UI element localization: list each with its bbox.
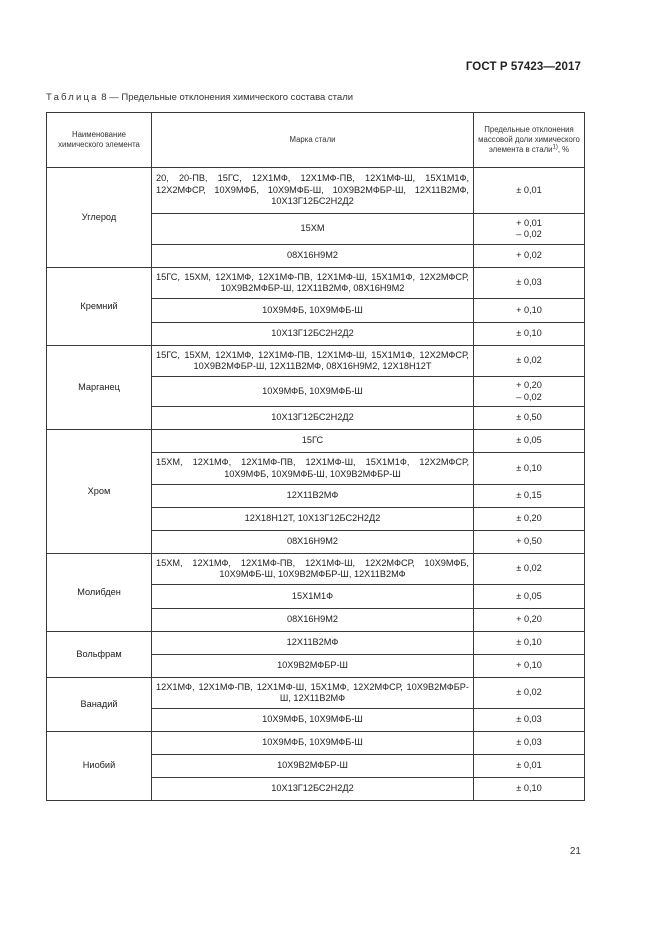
deviation-cell — [474, 485, 585, 508]
steel-grade-cell: 15ГС, 15ХМ, 12Х1МФ, 12Х1МФ-ПВ, 12Х1МФ-Ш, 15Х1М1Ф, 12Х2МФСР, 10Х9В2МФБР-Ш, 12Х11В2МФ, 08Х16Н9М2, 12Х18Н12Т — [152, 346, 474, 377]
deviation-value: ± 0,01 — [516, 184, 542, 195]
table-row — [47, 678, 585, 709]
steel-grade-cell: 10Х9МФБ, 10Х9МФБ-Ш — [152, 299, 474, 323]
deviation-value: + 0,50 — [516, 536, 542, 547]
deviation-value: + 0,10 — [516, 304, 542, 315]
table-row — [47, 430, 585, 453]
column-header-grade: Марка стали — [152, 113, 474, 168]
deviation-value: ± 0,20 — [516, 513, 542, 524]
deviation-value: ± 0,02 — [516, 563, 542, 574]
deviation-cell — [474, 430, 585, 453]
steel-grade-cell: 12Х11В2МФ — [152, 632, 474, 655]
deviation-value: ± 0,10 — [516, 328, 542, 339]
deviation-cell — [474, 245, 585, 268]
deviation-value: ± 0,05 — [516, 435, 542, 446]
steel-grade-cell: 10Х9МФБ, 10Х9МФБ-Ш — [152, 377, 474, 407]
element-name-cell: Вольфрам — [47, 632, 152, 678]
column-header-deviation — [474, 113, 585, 168]
steel-grade-cell: 12Х18Н12Т, 10Х13Г12БС2Н2Д2 — [152, 508, 474, 531]
deviation-cell — [474, 346, 585, 377]
deviation-value: ± 0,02 — [516, 687, 542, 698]
deviation-cell — [474, 585, 585, 609]
column-header-element: Наименование химического элемента — [47, 113, 152, 168]
steel-grade-cell: 10Х13Г12БС2Н2Д2 — [152, 778, 474, 801]
table-caption-label: Таблица — [46, 92, 99, 103]
document-standard-number: ГОСТ Р 57423—2017 — [465, 61, 581, 73]
deviation-value: ± 0,10 — [516, 637, 542, 648]
column-header-deviation-text: Предельные отклонения массовой доли химического элемента в стали — [478, 125, 580, 154]
steel-grade-cell: 08Х16Н9М2 — [152, 609, 474, 632]
steel-grade-cell: 15ГС, 15ХМ, 12Х1МФ, 12Х1МФ-ПВ, 12Х1МФ-Ш, 15Х1М1Ф, 12Х2МФСР, 10Х9В2МФБР-Ш, 12Х11В2МФ, 08Х16Н9М2 — [152, 268, 474, 299]
steel-grade-cell: 10Х9В2МФБР-Ш — [152, 755, 474, 778]
steel-grade-cell: 12Х1МФ, 12Х1МФ-ПВ, 12Х1МФ-Ш, 15Х1МФ, 12Х2МФСР, 10Х9В2МФБР-Ш, 12Х11В2МФ — [152, 678, 474, 709]
table-caption — [46, 92, 353, 103]
table-row — [47, 346, 585, 377]
steel-grade-cell: 15ХМ, 12Х1МФ, 12Х1МФ-ПВ, 12Х1МФ-Ш, 12Х2МФСР, 10Х9МФБ, 10Х9МФБ-Ш, 10Х9В2МФБР-Ш, 12Х11В2МФ — [152, 554, 474, 585]
deviation-cell — [474, 453, 585, 485]
deviation-cell — [474, 609, 585, 632]
element-name-cell: Кремний — [47, 268, 152, 346]
element-name-cell: Хром — [47, 430, 152, 554]
steel-grade-cell: 20, 20-ПВ, 15ГС, 12Х1МФ, 12Х1МФ-ПВ, 12Х1МФ-Ш, 15Х1М1Ф, 12Х2МФСР, 10Х9МФБ, 10Х9МФБ-Ш, 10Х9В2МФБР-Ш, 12Х11В2МФ, 10Х13Г12БС2Н2Д2 — [152, 168, 474, 214]
steel-grade-cell: 08Х16Н9М2 — [152, 245, 474, 268]
table-row — [47, 268, 585, 299]
element-name-cell: Молибден — [47, 554, 152, 632]
steel-grade-cell: 10Х9МФБ, 10Х9МФБ-Ш — [152, 709, 474, 732]
table-row — [47, 632, 585, 655]
deviation-cell — [474, 678, 585, 709]
deviation-cell — [474, 655, 585, 678]
deviation-cell — [474, 168, 585, 214]
footnote-marker: 1) — [552, 144, 558, 151]
table-caption-number: 8 — [101, 92, 107, 103]
deviation-value: ± 0,05 — [516, 590, 542, 601]
steel-grade-cell: 15ГС — [152, 430, 474, 453]
deviation-value: ± 0,50 — [516, 412, 542, 423]
deviation-value: + 0,02 — [516, 250, 542, 261]
steel-grade-cell: 10Х9МФБ, 10Х9МФБ-Ш — [152, 732, 474, 755]
deviation-value: + 0,10 — [516, 660, 542, 671]
deviation-table — [46, 112, 585, 801]
deviation-cell — [474, 299, 585, 323]
deviation-value: + 0,20 — [516, 614, 542, 625]
steel-grade-cell: 10Х13Г12БС2Н2Д2 — [152, 407, 474, 430]
deviation-cell — [474, 214, 585, 245]
deviation-value: ± 0,03 — [516, 737, 542, 748]
deviation-cell — [474, 531, 585, 554]
steel-grade-cell: 15ХМ, 12Х1МФ, 12Х1МФ-ПВ, 12Х1МФ-Ш, 15Х1М1Ф, 12Х2МФСР, 10Х9МФБ, 10Х9МФБ-Ш, 10Х9В2МФБР-Ш — [152, 453, 474, 485]
deviation-cell — [474, 709, 585, 732]
steel-grade-cell: 10Х13Г12БС2Н2Д2 — [152, 323, 474, 346]
element-name-cell: Ниобий — [47, 732, 152, 801]
steel-grade-cell: 08Х16Н9М2 — [152, 531, 474, 554]
table-row — [47, 554, 585, 585]
deviation-cell — [474, 632, 585, 655]
column-header-deviation-unit: , % — [557, 145, 570, 154]
table-caption-title: — Предельные отклонения химического состава стали — [109, 92, 354, 103]
element-name-cell: Ванадий — [47, 678, 152, 732]
deviation-value-lower: – 0,02 — [516, 391, 542, 402]
deviation-cell — [474, 508, 585, 531]
deviation-cell — [474, 323, 585, 346]
steel-grade-cell: 12Х11В2МФ — [152, 485, 474, 508]
deviation-value: ± 0,10 — [516, 462, 542, 473]
deviation-cell — [474, 755, 585, 778]
table-row — [47, 732, 585, 755]
table-body — [47, 168, 585, 801]
deviation-value: ± 0,03 — [516, 277, 542, 288]
deviation-value: + 0,20 — [516, 380, 542, 390]
deviation-value: + 0,01 — [516, 217, 542, 228]
steel-grade-cell: 15Х1М1Ф — [152, 585, 474, 609]
deviation-value: ± 0,03 — [516, 714, 542, 725]
steel-grade-cell: 10Х9В2МФБР-Ш — [152, 655, 474, 678]
deviation-cell — [474, 268, 585, 299]
page-number: 21 — [569, 846, 581, 857]
deviation-cell — [474, 407, 585, 430]
deviation-cell — [474, 554, 585, 585]
deviation-value: ± 0,02 — [516, 355, 542, 366]
deviation-value: ± 0,15 — [516, 490, 542, 501]
element-name-cell: Марганец — [47, 346, 152, 430]
deviation-cell — [474, 732, 585, 755]
deviation-cell — [474, 377, 585, 407]
deviation-value: ± 0,10 — [516, 783, 542, 794]
steel-grade-cell: 15ХМ — [152, 214, 474, 245]
table-row — [47, 168, 585, 214]
deviation-value-lower: – 0,02 — [516, 229, 542, 239]
element-name-cell: Углерод — [47, 168, 152, 268]
deviation-value: ± 0,01 — [516, 760, 542, 771]
deviation-cell — [474, 778, 585, 801]
